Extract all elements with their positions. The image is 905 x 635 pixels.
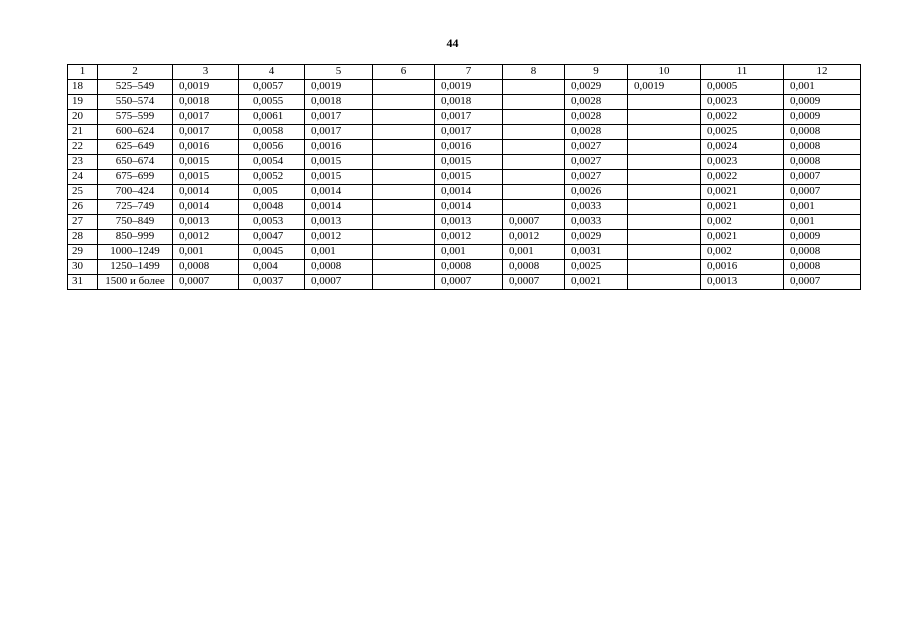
table-cell: 1250–1499 bbox=[98, 260, 173, 275]
table-cell: 0,0028 bbox=[565, 110, 628, 125]
table-cell: 0,001 bbox=[305, 245, 373, 260]
table-cell: 575–599 bbox=[98, 110, 173, 125]
column-header: 6 bbox=[373, 65, 435, 80]
table-cell bbox=[628, 110, 701, 125]
table-row bbox=[68, 125, 861, 140]
table-cell: 0,0027 bbox=[565, 140, 628, 155]
table-cell: 0,0025 bbox=[701, 125, 784, 140]
table-row bbox=[68, 140, 861, 155]
table-cell: 0,0017 bbox=[173, 125, 239, 140]
table-cell: 0,0027 bbox=[565, 170, 628, 185]
table-cell: 1000–1249 bbox=[98, 245, 173, 260]
table-cell bbox=[628, 215, 701, 230]
table-cell bbox=[373, 245, 435, 260]
table-cell bbox=[503, 170, 565, 185]
table-row bbox=[68, 170, 861, 185]
table-cell bbox=[628, 95, 701, 110]
table-cell: 0,001 bbox=[435, 245, 503, 260]
table-cell: 850–999 bbox=[98, 230, 173, 245]
table-row bbox=[68, 215, 861, 230]
table-cell: 0,0027 bbox=[565, 155, 628, 170]
table-cell: 31 bbox=[68, 275, 98, 290]
table-cell bbox=[503, 125, 565, 140]
table-cell: 18 bbox=[68, 80, 98, 95]
table-cell bbox=[373, 275, 435, 290]
column-header: 4 bbox=[239, 65, 305, 80]
table-cell: 0,0007 bbox=[173, 275, 239, 290]
table-cell bbox=[503, 185, 565, 200]
column-header: 5 bbox=[305, 65, 373, 80]
table-cell: 0,0008 bbox=[305, 260, 373, 275]
table-cell: 600–624 bbox=[98, 125, 173, 140]
table-header-row bbox=[68, 65, 861, 80]
table-cell: 550–574 bbox=[98, 95, 173, 110]
table-row bbox=[68, 230, 861, 245]
table-cell: 0,001 bbox=[784, 215, 861, 230]
table-cell: 0,0052 bbox=[239, 170, 305, 185]
table-row bbox=[68, 80, 861, 95]
table-cell bbox=[503, 95, 565, 110]
table-cell: 23 bbox=[68, 155, 98, 170]
table-cell: 0,0013 bbox=[173, 215, 239, 230]
table-cell bbox=[503, 200, 565, 215]
table-cell: 0,0014 bbox=[173, 185, 239, 200]
table-cell: 27 bbox=[68, 215, 98, 230]
table-cell: 0,0061 bbox=[239, 110, 305, 125]
table-body bbox=[68, 80, 861, 290]
table-cell: 0,0016 bbox=[701, 260, 784, 275]
table-cell: 0,0054 bbox=[239, 155, 305, 170]
table-row bbox=[68, 155, 861, 170]
table-cell: 0,0008 bbox=[784, 245, 861, 260]
table-cell bbox=[373, 200, 435, 215]
table-cell: 625–649 bbox=[98, 140, 173, 155]
table-cell: 0,0023 bbox=[701, 155, 784, 170]
table-cell: 0,0033 bbox=[565, 200, 628, 215]
table-cell: 0,0019 bbox=[173, 80, 239, 95]
table-cell: 725–749 bbox=[98, 200, 173, 215]
table-cell bbox=[503, 155, 565, 170]
table-cell: 0,0048 bbox=[239, 200, 305, 215]
table-cell: 0,0007 bbox=[435, 275, 503, 290]
table-cell: 0,0007 bbox=[784, 170, 861, 185]
table-cell: 0,0018 bbox=[173, 95, 239, 110]
table-cell: 0,0008 bbox=[784, 260, 861, 275]
table-cell bbox=[628, 185, 701, 200]
table-row bbox=[68, 95, 861, 110]
table-cell bbox=[373, 110, 435, 125]
table-row bbox=[68, 275, 861, 290]
table-cell: 0,0017 bbox=[305, 110, 373, 125]
table-cell: 0,0017 bbox=[435, 125, 503, 140]
table-cell: 0,0021 bbox=[701, 230, 784, 245]
table-cell: 0,0023 bbox=[701, 95, 784, 110]
table-cell: 30 bbox=[68, 260, 98, 275]
table-cell: 25 bbox=[68, 185, 98, 200]
table-cell: 650–674 bbox=[98, 155, 173, 170]
table-row bbox=[68, 185, 861, 200]
table-cell bbox=[628, 125, 701, 140]
table-cell bbox=[373, 170, 435, 185]
table-cell: 0,0007 bbox=[784, 275, 861, 290]
table-cell: 0,001 bbox=[784, 80, 861, 95]
table-cell: 0,0015 bbox=[305, 170, 373, 185]
table-cell: 0,0009 bbox=[784, 110, 861, 125]
table-row bbox=[68, 245, 861, 260]
table-cell: 0,0016 bbox=[435, 140, 503, 155]
column-header: 10 bbox=[628, 65, 701, 80]
table-cell bbox=[628, 260, 701, 275]
table-cell: 0,0015 bbox=[435, 170, 503, 185]
table-cell: 0,0014 bbox=[435, 185, 503, 200]
table-cell bbox=[503, 110, 565, 125]
table-cell: 0,0055 bbox=[239, 95, 305, 110]
table-cell: 1500 и более bbox=[98, 275, 173, 290]
table-cell: 0,0009 bbox=[784, 230, 861, 245]
table-cell: 19 bbox=[68, 95, 98, 110]
table-cell: 0,0005 bbox=[701, 80, 784, 95]
table-cell: 0,005 bbox=[239, 185, 305, 200]
table-cell: 0,0014 bbox=[305, 185, 373, 200]
table-cell: 0,0056 bbox=[239, 140, 305, 155]
table-cell: 0,0008 bbox=[784, 125, 861, 140]
table-cell bbox=[503, 140, 565, 155]
table-cell: 525–549 bbox=[98, 80, 173, 95]
table-cell: 0,0045 bbox=[239, 245, 305, 260]
column-header: 2 bbox=[98, 65, 173, 80]
table-cell: 0,001 bbox=[784, 200, 861, 215]
table-cell: 0,0022 bbox=[701, 110, 784, 125]
table-cell bbox=[628, 275, 701, 290]
table-cell bbox=[628, 230, 701, 245]
table-cell bbox=[628, 170, 701, 185]
table-cell bbox=[628, 155, 701, 170]
table-row bbox=[68, 260, 861, 275]
page-number: 44 bbox=[446, 36, 459, 50]
table-cell: 29 bbox=[68, 245, 98, 260]
table-cell: 0,0021 bbox=[701, 185, 784, 200]
table-cell: 0,0019 bbox=[628, 80, 701, 95]
table-cell: 28 bbox=[68, 230, 98, 245]
table-cell: 0,0016 bbox=[173, 140, 239, 155]
table-cell: 0,0009 bbox=[784, 95, 861, 110]
table-cell bbox=[373, 155, 435, 170]
table-cell: 0,0008 bbox=[784, 140, 861, 155]
table-cell bbox=[373, 185, 435, 200]
table-cell: 0,0017 bbox=[435, 110, 503, 125]
table-cell: 0,0014 bbox=[435, 200, 503, 215]
table-cell: 0,0012 bbox=[435, 230, 503, 245]
column-header: 9 bbox=[565, 65, 628, 80]
table-cell: 0,002 bbox=[701, 245, 784, 260]
table-cell: 0,0019 bbox=[305, 80, 373, 95]
column-header: 12 bbox=[784, 65, 861, 80]
table-cell: 0,0026 bbox=[565, 185, 628, 200]
table-cell: 0,0007 bbox=[503, 215, 565, 230]
table-cell: 0,0015 bbox=[435, 155, 503, 170]
table-cell: 26 bbox=[68, 200, 98, 215]
table-cell: 0,0014 bbox=[305, 200, 373, 215]
data-table bbox=[67, 64, 861, 290]
table-cell: 0,0008 bbox=[503, 260, 565, 275]
table-cell: 0,0021 bbox=[701, 200, 784, 215]
table-cell: 0,0012 bbox=[305, 230, 373, 245]
table-cell bbox=[373, 260, 435, 275]
table-cell: 21 bbox=[68, 125, 98, 140]
table-cell: 0,0012 bbox=[503, 230, 565, 245]
table-cell: 0,0053 bbox=[239, 215, 305, 230]
table-cell: 750–849 bbox=[98, 215, 173, 230]
table-cell: 0,0015 bbox=[305, 155, 373, 170]
table-cell: 0,001 bbox=[173, 245, 239, 260]
table-cell bbox=[373, 230, 435, 245]
table-cell: 0,0013 bbox=[435, 215, 503, 230]
table-cell: 0,0019 bbox=[435, 80, 503, 95]
table-cell bbox=[628, 245, 701, 260]
column-header: 11 bbox=[701, 65, 784, 80]
table-cell: 0,0037 bbox=[239, 275, 305, 290]
table-cell: 0,0031 bbox=[565, 245, 628, 260]
table-cell: 0,0025 bbox=[565, 260, 628, 275]
table-cell: 24 bbox=[68, 170, 98, 185]
table-cell: 0,0013 bbox=[305, 215, 373, 230]
table-cell: 0,0028 bbox=[565, 95, 628, 110]
table-cell: 0,0018 bbox=[435, 95, 503, 110]
table-cell: 0,0058 bbox=[239, 125, 305, 140]
column-header: 7 bbox=[435, 65, 503, 80]
table-cell: 0,0013 bbox=[701, 275, 784, 290]
table-cell bbox=[373, 80, 435, 95]
table-cell: 0,0008 bbox=[784, 155, 861, 170]
table-cell bbox=[373, 125, 435, 140]
table-cell bbox=[373, 215, 435, 230]
table-cell: 0,0015 bbox=[173, 155, 239, 170]
table-cell: 700–424 bbox=[98, 185, 173, 200]
table-cell bbox=[373, 140, 435, 155]
table-row bbox=[68, 200, 861, 215]
column-header: 1 bbox=[68, 65, 98, 80]
column-header: 8 bbox=[503, 65, 565, 80]
table-row bbox=[68, 110, 861, 125]
table-cell: 0,004 bbox=[239, 260, 305, 275]
table-cell: 0,002 bbox=[701, 215, 784, 230]
table-cell: 0,0029 bbox=[565, 230, 628, 245]
table-cell: 0,0008 bbox=[173, 260, 239, 275]
table-cell: 0,0022 bbox=[701, 170, 784, 185]
table-cell: 0,0016 bbox=[305, 140, 373, 155]
table-cell: 0,0057 bbox=[239, 80, 305, 95]
table-cell: 0,0018 bbox=[305, 95, 373, 110]
table-cell: 0,0047 bbox=[239, 230, 305, 245]
table-cell: 0,001 bbox=[503, 245, 565, 260]
table-cell: 0,0033 bbox=[565, 215, 628, 230]
table-cell: 0,0007 bbox=[784, 185, 861, 200]
table-cell: 0,0028 bbox=[565, 125, 628, 140]
table-cell: 20 bbox=[68, 110, 98, 125]
table-cell: 0,0012 bbox=[173, 230, 239, 245]
table-cell: 0,0021 bbox=[565, 275, 628, 290]
table-cell bbox=[628, 200, 701, 215]
table-cell: 0,0008 bbox=[435, 260, 503, 275]
table-cell: 0,0029 bbox=[565, 80, 628, 95]
column-header: 3 bbox=[173, 65, 239, 80]
table-cell: 22 bbox=[68, 140, 98, 155]
table-cell bbox=[628, 140, 701, 155]
table-cell: 0,0014 bbox=[173, 200, 239, 215]
table-cell bbox=[373, 95, 435, 110]
table-cell: 0,0017 bbox=[305, 125, 373, 140]
table-cell: 0,0015 bbox=[173, 170, 239, 185]
table-cell: 0,0017 bbox=[173, 110, 239, 125]
table-cell: 0,0007 bbox=[305, 275, 373, 290]
table-cell: 0,0007 bbox=[503, 275, 565, 290]
table-cell bbox=[503, 80, 565, 95]
table-cell: 675–699 bbox=[98, 170, 173, 185]
table-cell: 0,0024 bbox=[701, 140, 784, 155]
